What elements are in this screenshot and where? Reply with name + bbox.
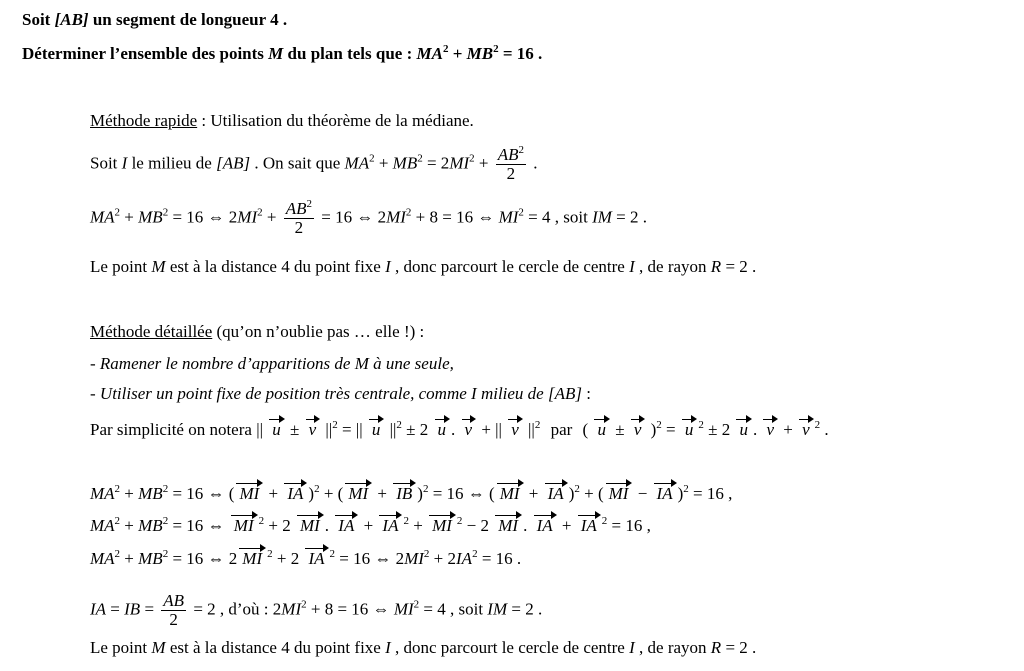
text: le milieu de: [127, 153, 217, 173]
exponent: 2: [683, 483, 689, 495]
text: Déterminer l’ensemble des points: [22, 44, 269, 63]
text: = 16 ⇔ 2: [316, 207, 387, 227]
var-mi: MI: [393, 599, 414, 619]
text: . On sait que: [250, 153, 345, 173]
text: +: [120, 207, 139, 227]
var-mb: MB: [138, 484, 163, 503]
exponent: 2: [369, 152, 375, 165]
vector-mi: MI: [236, 484, 262, 504]
vector-ia: IA: [335, 516, 357, 536]
text: Le point: [90, 638, 152, 657]
vector-ib: IB: [393, 484, 415, 504]
segment-ab: [AB]: [54, 10, 89, 29]
vector-ia: IA: [578, 516, 600, 536]
exponent: 2: [114, 515, 121, 527]
vector-ia: IA: [284, 484, 306, 504]
exponent: 2: [601, 515, 608, 527]
numerator: AB: [163, 591, 185, 610]
var-mi: MI: [386, 207, 406, 227]
text: +: [262, 207, 281, 227]
exponent: 2: [332, 419, 338, 431]
var-ma: MA: [416, 44, 443, 63]
var-ma: MA: [90, 484, 115, 503]
exponent: 2: [314, 483, 320, 495]
vector-ia: IA: [534, 516, 556, 536]
var-mb: MB: [392, 153, 418, 173]
text: = 16 ⇔ 2: [335, 549, 405, 568]
rapide-conclusion: [90, 257, 756, 277]
var-im: IM: [592, 207, 612, 227]
var-mi: MI: [281, 599, 302, 619]
vector-v: v: [799, 420, 813, 440]
text: + 8 = 16 ⇔: [306, 599, 394, 619]
vector-ia: IA: [379, 516, 401, 536]
exponent: 2: [422, 483, 429, 495]
vector-mi: MI: [429, 516, 455, 536]
var-mb: MB: [466, 44, 494, 63]
var-mi: MI: [498, 207, 519, 227]
vector-u: u: [435, 420, 450, 440]
exponent: 2: [442, 43, 449, 55]
exponent: 2: [267, 548, 273, 560]
vector-ia: IA: [654, 484, 676, 504]
exponent: 2: [814, 419, 821, 431]
rapide-line-1: [90, 146, 538, 183]
text: milieu de: [476, 384, 548, 403]
var-ia: IA: [90, 599, 107, 619]
exponent: 2: [656, 419, 662, 431]
text: = 2 .: [507, 599, 543, 619]
vector-v: v: [306, 420, 320, 440]
vector-mi: MI: [606, 484, 632, 504]
text: .: [529, 153, 538, 173]
exponent: 2: [257, 206, 263, 219]
var-m: M: [151, 638, 166, 657]
detaillee-conclusion: [90, 638, 756, 658]
problem-statement-line-1: [22, 10, 287, 30]
methode-detaillee-heading: [90, 322, 424, 342]
var-mb: MB: [138, 549, 163, 568]
segment-ab: [AB]: [547, 384, 582, 403]
vector-mi: MI: [239, 549, 265, 569]
text: =: [140, 599, 159, 619]
exponent: 2: [574, 483, 580, 495]
vector-u: u: [369, 420, 384, 440]
text: Soit: [22, 10, 55, 29]
text: (qu’on n’oublie pas … elle !) :: [212, 322, 425, 341]
segment-ab: [AB]: [216, 153, 251, 173]
var-ib: IB: [124, 599, 141, 619]
text: = 16 ⇔ (: [168, 484, 235, 503]
text: = 2 .: [721, 638, 757, 657]
denominator: 2: [506, 164, 516, 183]
equation-line-1: $MA^2 + MB^2 = 16$ ⇔ ( MI + IA )$^2$ + ( MI + IB )$^2$ = 16 ⇔ ( MI + IA )$^2$ + ( MI − IA )$^2$ = 16 ,: [90, 483, 733, 503]
exponent: 2: [534, 419, 541, 431]
text: + 2: [429, 549, 457, 568]
exponent: 2: [417, 152, 423, 165]
vector-ia: IA: [545, 484, 567, 504]
exponent: 2: [162, 515, 169, 527]
text: +: [448, 44, 467, 63]
exponent: 2: [162, 483, 169, 495]
var-i: I: [385, 638, 391, 657]
var-mi: MI: [449, 153, 470, 173]
vector-u: u: [682, 420, 697, 440]
notation-line: Par simplicité on notera || u ± v $||^2$ = || u $||^2 \pm 2$ u . v + || v $||^2$ par ( u ± v )$^2$ = u $^2$ ± 2 u . v + v $^2$ .: [90, 419, 829, 439]
exponent: 2: [114, 206, 121, 219]
text: : Utilisation du théorème de la médiane.: [197, 111, 474, 130]
var-m: M: [151, 257, 166, 276]
text: = 16 ⇔: [168, 516, 229, 535]
exponent: 2: [306, 198, 312, 210]
vector-u: u: [269, 420, 284, 440]
var-ma: MA: [90, 549, 115, 568]
text: = 16 ⇔ (: [428, 484, 495, 503]
vector-u: u: [594, 420, 609, 440]
var-r: R: [710, 257, 722, 276]
vector-mi: MI: [297, 516, 323, 536]
equation-line-2: $MA^2 + MB^2 = 16$ ⇔ MI $^2$ + 2 MI . IA + IA $^2$ + MI $^2$ − 2 MI . IA + IA $^2$ = 16 ,: [90, 515, 651, 535]
exponent: 2: [396, 419, 402, 431]
vector-mi: MI: [497, 484, 523, 504]
text: , de rayon: [634, 257, 711, 276]
exponent: 2: [518, 206, 524, 219]
numerator: AB: [497, 145, 519, 164]
var-ma: MA: [90, 516, 115, 535]
exponent: 2: [301, 598, 307, 611]
numerator: AB: [285, 199, 307, 218]
exponent: 2: [493, 43, 499, 55]
exponent: 2: [329, 548, 335, 560]
text: = 2 .: [611, 207, 647, 227]
text: Par simplicité on notera: [90, 420, 257, 439]
text: , donc parcourt le cercle de centre: [390, 257, 630, 276]
final-computation-line: [90, 592, 542, 629]
detaillee-bullet-2: [90, 384, 591, 404]
text: - Utiliser un point fixe de position très centrale, comme: [90, 384, 472, 403]
problem-statement-line-2: [22, 44, 542, 64]
vector-v: v: [508, 420, 522, 440]
vector-v: v: [763, 420, 777, 440]
text: +: [374, 153, 393, 173]
vector-ia: IA: [305, 549, 327, 569]
exponent: 2: [258, 515, 265, 527]
text: + 8 = 16 ⇔: [411, 207, 499, 227]
var-i: I: [385, 257, 391, 276]
text: =: [106, 599, 125, 619]
vector-mi: MI: [495, 516, 521, 536]
text: = 16 .: [498, 44, 543, 63]
equation-line-3: $MA^2 + MB^2 = 16$ ⇔ 2 MI $^2$ + 2 IA $^2$ = 16 ⇔ $2MI^2 + 2IA^2 = 16$ .: [90, 548, 522, 568]
exponent: 2: [405, 206, 412, 219]
section-title: Méthode rapide: [90, 111, 198, 130]
var-i: I: [629, 638, 635, 657]
text: = 2 , d’où : 2: [189, 599, 282, 619]
text: , donc parcourt le cercle de centre: [390, 638, 630, 657]
var-i: I: [471, 384, 477, 403]
var-m: M: [268, 44, 284, 63]
exponent: 2: [162, 548, 169, 560]
rapide-line-2: [90, 200, 647, 237]
text: = 16 .: [477, 549, 522, 568]
text: +: [474, 153, 493, 173]
var-mb: MB: [138, 207, 163, 227]
text: est à la distance 4 du point fixe: [165, 257, 386, 276]
denominator: 2: [294, 218, 304, 237]
exponent: 2: [698, 419, 704, 431]
exponent: 2: [114, 548, 121, 560]
fraction: [496, 146, 526, 183]
text: Le point: [90, 257, 152, 276]
text: est à la distance 4 du point fixe: [165, 638, 386, 657]
text: du plan tels que :: [283, 44, 417, 63]
var-im: IM: [487, 599, 508, 619]
vector-v: v: [631, 420, 645, 440]
section-title: Méthode détaillée: [90, 322, 213, 341]
text: = 16 ,: [688, 484, 733, 503]
exponent: 2: [518, 144, 525, 156]
var-mi: MI: [404, 549, 424, 568]
text: = 4 , soit: [523, 207, 593, 227]
var-mb: MB: [138, 516, 163, 535]
text: à une seule,: [368, 354, 454, 373]
exponent: 2: [423, 548, 430, 560]
text: un segment de longueur 4 .: [88, 10, 288, 29]
methode-rapide-heading: [90, 111, 474, 131]
var-ma: MA: [344, 153, 370, 173]
text: = 16 ⇔ 2: [168, 207, 238, 227]
vector-u: u: [736, 420, 751, 440]
exponent: 2: [114, 483, 121, 495]
text: par: [550, 420, 573, 439]
var-m: M: [354, 354, 369, 373]
detaillee-bullet-1: [90, 354, 454, 374]
text: Soit: [90, 153, 122, 173]
text: = 16 ⇔ 2: [168, 549, 238, 568]
text: :: [581, 384, 591, 403]
exponent: 2: [403, 515, 409, 527]
vector-mi: MI: [345, 484, 371, 504]
exponent: 2: [456, 515, 463, 527]
text: = 16 ,: [607, 516, 651, 535]
var-r: R: [710, 638, 722, 657]
text: = 2: [422, 153, 450, 173]
var-ma: MA: [90, 207, 115, 227]
exponent: 2: [162, 206, 169, 219]
fraction: [284, 200, 314, 237]
var-i: I: [629, 257, 635, 276]
exponent: 2: [413, 598, 420, 611]
text: , de rayon: [634, 638, 711, 657]
text: = 4 , soit: [419, 599, 488, 619]
exponent: 2: [469, 152, 475, 165]
var-mi: MI: [237, 207, 258, 227]
text: = 2 .: [721, 257, 757, 276]
exponent: 2: [472, 548, 478, 560]
fraction: [161, 592, 186, 629]
vector-v: v: [462, 420, 476, 440]
denominator: 2: [169, 610, 178, 629]
text: - Ramener le nombre d’apparitions de: [90, 354, 355, 373]
var-ia: IA: [456, 549, 473, 568]
vector-mi: MI: [231, 516, 257, 536]
var-i: I: [121, 153, 128, 173]
